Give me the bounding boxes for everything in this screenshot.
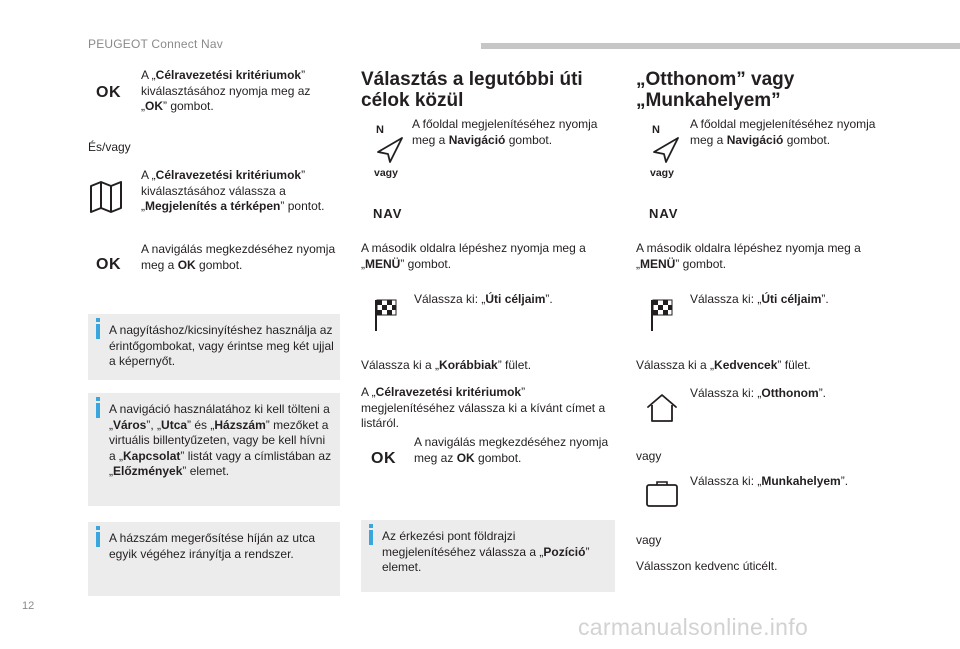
header-bar: [481, 43, 960, 49]
nav-button-icon: NAV: [373, 206, 403, 221]
page-number: 12: [22, 600, 35, 612]
step-text: A „Célravezetési kritériumok” kiválasztásához nyomja meg az „OK” gombot.: [141, 68, 311, 113]
briefcase-icon: [645, 480, 679, 508]
step-text: A „Célravezetési kritériumok” megjelenítéséhez válassza ki a kívánt címet a listáról.: [361, 385, 606, 430]
note-text: A házszám megerősítése híján az utca egyik végéhez irányítja a rendszer.: [109, 531, 316, 561]
step-text: A navigálás megkezdéséhez nyomja meg a OK gombot.: [141, 242, 336, 272]
running-header: PEUGEOT Connect Nav: [88, 37, 223, 51]
ok-icon: OK: [96, 84, 121, 101]
step-text: Válassza ki a „Korábbiak” fület.: [361, 358, 532, 372]
info-icon: [96, 532, 100, 547]
vagy-text: vagy: [636, 449, 662, 463]
info-icon: [96, 324, 100, 339]
step-text: A második oldalra lépéshez nyomja meg a „MENÜ” gombot.: [636, 241, 861, 271]
step-text: A „Célravezetési kritériumok” kiválasztásához válassza a „Megjelenítés a térképen” pontot.: [141, 168, 325, 213]
note-text: A navigáció használatához ki kell tölteni a „Város”, „Utca” és „Házszám” mezőket a virtuális billentyűzeten, vagy be kell hívni a „Kapcsolat” listát vagy a címlistában az „Előzmények” elemet.: [109, 402, 332, 478]
note-text: A nagyításhoz/kicsinyítéshez használja az érintőgombokat, vagy érintse meg két ujjal a képernyőt.: [109, 323, 334, 368]
step-text: Válassza ki: „Úti céljaim”.: [690, 292, 829, 306]
note-text: Az érkezési pont földrajzi megjelenítéséhez válassza a „Pozíció” elemet.: [382, 529, 590, 574]
vagy-label: vagy: [650, 167, 674, 179]
ok-icon: OK: [96, 256, 121, 273]
step-text: Válassza ki: „Úti céljaim”.: [414, 292, 553, 306]
step-text: Válasszon kedvenc úticélt.: [636, 559, 778, 573]
vagy-label: vagy: [374, 167, 398, 179]
step-text: Válassza ki: „Munkahelyem”.: [690, 474, 849, 488]
watermark: carmanualsonline.info: [578, 614, 809, 640]
map-icon: [89, 180, 123, 214]
flag-icon: [650, 298, 674, 332]
step-text: Válassza ki: „Otthonom”.: [690, 386, 827, 400]
step-text: A főoldal megjelenítéséhez nyomja meg a Navigáció gombot.: [690, 117, 876, 147]
nav-button-icon: NAV: [649, 206, 679, 221]
info-note: [88, 522, 340, 596]
section-title: Választás a legutóbbi úti célok közül: [361, 69, 583, 111]
home-icon: [645, 393, 679, 423]
vagy-text: vagy: [636, 533, 662, 547]
info-icon: [369, 530, 373, 545]
info-icon: [96, 403, 100, 418]
es-vagy-text: És/vagy: [88, 140, 131, 154]
flag-icon: [374, 298, 398, 332]
ok-icon: OK: [371, 450, 396, 467]
step-text: A főoldal megjelenítéséhez nyomja meg a Navigáció gombot.: [412, 117, 598, 147]
info-note: [88, 314, 340, 380]
section-title: „Otthonom” vagy „Munkahelyem”: [636, 69, 795, 111]
step-text: A navigálás megkezdéséhez nyomja meg az OK gombot.: [414, 435, 609, 465]
info-note: [361, 520, 615, 592]
info-note: [88, 393, 340, 506]
step-text: Válassza ki a „Kedvencek” fület.: [636, 358, 811, 372]
step-text: A második oldalra lépéshez nyomja meg a „MENÜ” gombot.: [361, 241, 586, 271]
